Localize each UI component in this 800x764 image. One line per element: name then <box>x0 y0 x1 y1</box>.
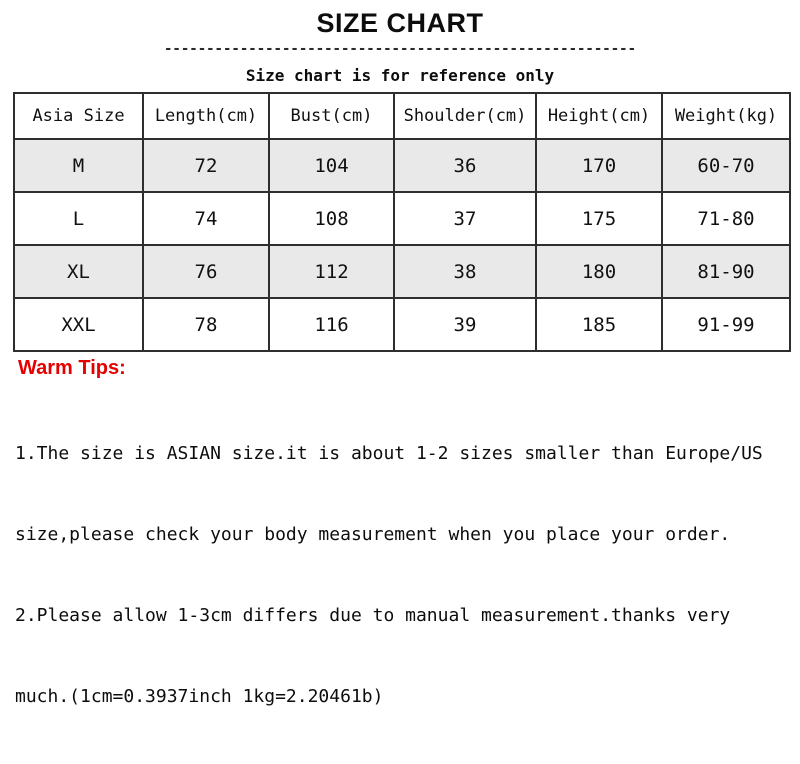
cell-bust: 104 <box>269 139 394 192</box>
warm-tips-line-4: much.(1cm=0.3937inch 1kg=2.20461b) <box>15 686 384 707</box>
page-title: SIZE CHART <box>316 8 484 38</box>
cell-size: XXL <box>14 298 143 351</box>
reference-note: Size chart is for reference only <box>245 66 555 85</box>
cell-size: M <box>14 139 143 192</box>
cell-bust: 116 <box>269 298 394 351</box>
cell-bust: 112 <box>269 245 394 298</box>
table-row-l <box>14 192 790 245</box>
cell-bust: 108 <box>269 192 394 245</box>
cell-length: 76 <box>143 245 269 298</box>
cell-weight: 81-90 <box>662 245 790 298</box>
warm-tips-heading: Warm Tips: <box>18 357 126 379</box>
cell-weight: 91-99 <box>662 298 790 351</box>
col-header-asia-size: Asia Size <box>14 93 143 139</box>
cell-shoulder: 38 <box>394 245 536 298</box>
cell-height: 180 <box>536 245 662 298</box>
cell-length: 78 <box>143 298 269 351</box>
cell-weight: 60-70 <box>662 139 790 192</box>
cell-size: XL <box>14 245 143 298</box>
col-header-shoulder: Shoulder(cm) <box>394 93 536 139</box>
cell-length: 72 <box>143 139 269 192</box>
cell-height: 170 <box>536 139 662 192</box>
table-row-m <box>14 139 790 192</box>
cell-shoulder: 36 <box>394 139 536 192</box>
warm-tips-text <box>15 386 763 764</box>
cell-shoulder: 37 <box>394 192 536 245</box>
size-table <box>13 92 791 352</box>
cell-length: 74 <box>143 192 269 245</box>
cell-size: L <box>14 192 143 245</box>
cell-height: 185 <box>536 298 662 351</box>
col-header-length: Length(cm) <box>143 93 269 139</box>
table-header-row <box>14 93 790 139</box>
col-header-bust: Bust(cm) <box>269 93 394 139</box>
warm-tips-line-1: 1.The size is ASIAN size.it is about 1-2 sizes smaller than Europe/US <box>15 443 763 464</box>
col-header-height: Height(cm) <box>536 93 662 139</box>
warm-tips-line-3: 2.Please allow 1-3cm differs due to manual measurement.thanks very <box>15 605 731 626</box>
dashed-divider: -------------------------------------------------------- <box>163 41 636 57</box>
cell-weight: 71-80 <box>662 192 790 245</box>
warm-tips-line-2: size,please check your body measurement when you place your order. <box>15 524 731 545</box>
cell-shoulder: 39 <box>394 298 536 351</box>
table-row-xl <box>14 245 790 298</box>
table-row-xxl <box>14 298 790 351</box>
col-header-weight: Weight(kg) <box>662 93 790 139</box>
cell-height: 175 <box>536 192 662 245</box>
